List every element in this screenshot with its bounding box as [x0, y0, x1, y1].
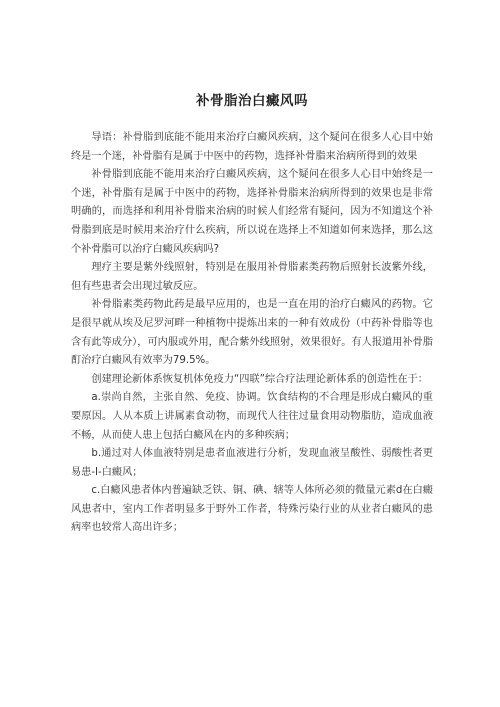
paragraph-point-a: a.崇尚自然，主张自然、免疫、协调。饮食结构的不合理是形成白癜风的重要原因。人从本质上讲属素食动物，而现代人往往过量食用动物脂肪，造成血液不畅，从而使人患上包括白癜风在内的多种疾病； — [71, 392, 433, 441]
paragraph-intro: 导语：补骨脂到底能不能用来治疗白癜风疾病，这个疑问在很多人心目中始终是一个迷，补骨脂有是属于中医中的药物，选择补骨脂来治病所得到的效果 — [71, 132, 433, 162]
paragraph-point-c: c.白癜风患者体内普遍缺乏铁、铜、碘、辖等人体所必须的微量元素d在白癜风患者中，室内工作者明显多于野外工作者，特殊污染行业的从业者白癜风的患病率也较常人高出许多； — [71, 485, 433, 534]
paragraph-phototherapy: 理疗主要是紫外线照射，特别是在服用补骨脂素类药物后照射长波紫外线，但有些患者会出现过敏反应。 — [71, 262, 433, 292]
paragraph-question: 补骨脂到底能不能用来治疗白癜风疾病，这个疑问在很多人心目中始终是一个迷，补骨脂有是属于中医中的药物，选择补骨脂来治病所得到的效果也是非常明确的，而选择和利用补骨脂来治病的时候人们经常有疑问，因为不知道这个补骨脂到底是时候用来治疗什么疾病，所以说在选择上不知道如何来选择，那么这个补骨脂可以治疗白癜风疾病吗? — [71, 169, 433, 255]
paragraph-point-b: b.通过对人体血液特别是患者血液进行分析，发现血液呈酸性、弱酸性者更易患-I-白癜风； — [71, 448, 433, 478]
paragraph-psoralen: 补骨脂素类药物此药是最早应用的，也是一直在用的治疗白癜风的药物。它是很早就从埃及尼罗河畔一种植物中提炼出来的一种有效成份（中药补骨脂等也含有此等成分），可内服或外用，配合紫外线照射，效果很好。有人报道用补骨脂酊治疗白癜风有效率为79.5%。 — [71, 299, 433, 367]
document-title: 补骨脂治白癜风吗 — [196, 93, 308, 109]
paragraph-theory: 创建理论新体系恢复机体免疫力“四联”综合疗法理论新体系的创造性在于： — [91, 373, 428, 385]
